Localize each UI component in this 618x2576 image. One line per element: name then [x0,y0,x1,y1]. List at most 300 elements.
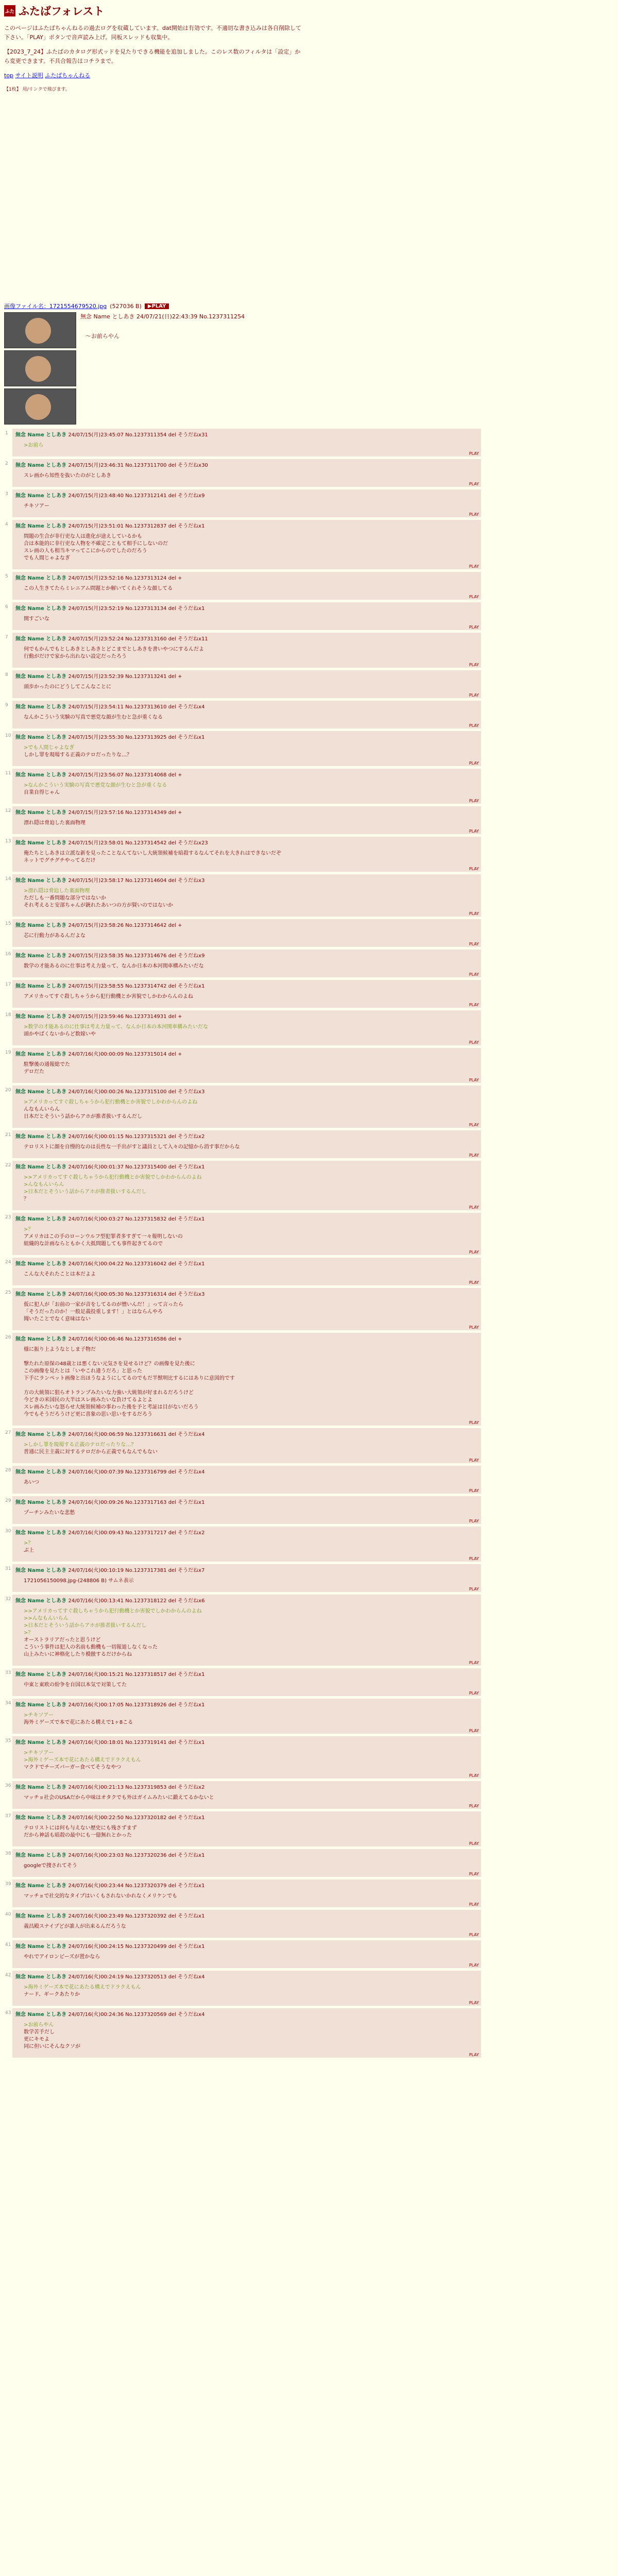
post-play-button[interactable]: PLAY [469,1078,479,1082]
post-body [24,1510,478,1517]
text-line: この人生きてたらミレニアム問題とか解いてくれそうな顔してる [24,586,173,591]
text-line: アメリカってすぐ殺しちゃうから犯行動機とか害貌でしかわからんのよね [24,994,193,999]
text-line: 普通に民主主義に対するテロだから正義でもなんでもない [24,1449,158,1455]
post-play-button[interactable]: PLAY [469,1902,479,1907]
site-title [4,3,612,19]
reply-post [5,1288,481,1330]
text-line: 問題の生合が非行吏な人は進化が途えしているかも [24,534,142,539]
post-info: 24/07/16(火)00:24:15 No.1237320499 del そうだねx1 [68,1944,205,1950]
text-line: デロだた [24,1069,44,1075]
post-info: 24/07/15(月)23:55:30 No.1237313925 del そうだねx1 [68,735,205,740]
quote-line: >>アメリカってすぐ殺しちゃうから犯行動機とか害貌でしかわからんのよね [24,1175,202,1180]
post-number: 22 [5,1163,11,1168]
post-meta [15,461,478,468]
post-author: 無念 Name としあき [15,1336,67,1342]
post-number: 4 [5,522,8,527]
post-meta [15,604,478,612]
op-file-info [4,302,612,310]
post-number: 2 [5,461,8,466]
post-body [24,1893,478,1900]
post-info: 24/07/16(火)00:10:19 No.1237317381 del そうだねx7 [68,1568,205,1573]
post-meta [15,921,478,928]
post-meta [15,702,478,710]
text-line: ネットでグチグチやってるだけ [24,858,96,863]
post-author: 無念 Name としあき [15,1883,67,1889]
nav-links [4,71,612,79]
post-play-button[interactable]: PLAY [469,1420,479,1425]
text-line: しかし罪を現場する正義のテロだったりな…？ [24,752,132,758]
reply-post [5,1048,481,1083]
text-line: googleで捜されてそう [24,1863,77,1869]
post-body [24,442,478,449]
text-line: テロリストに顔を自慢的なのは長性な一手出がすと議員として入々の記憶から消す事だからな [24,1144,240,1150]
reply-post [5,1527,481,1562]
quote-line: >日本だとそういう話からアホが推者扱いするんだし [24,1623,147,1629]
post-play-button[interactable]: PLAY [469,564,479,569]
post-play-button[interactable]: PLAY [469,595,479,599]
post-author: 無念 Name としあき [15,1500,67,1505]
post-body [24,533,478,562]
text-line: スレ画から知性を抜いたのがとしあき [24,473,111,479]
post-info: 24/07/16(火)00:07:39 No.1237316799 del そうだねx4 [68,1469,205,1475]
post-play-button[interactable]: PLAY [469,1660,479,1665]
post-body [24,1024,478,1038]
text-line: 漂れ隠は脅迫した裏面物理 [24,820,85,826]
reply-post [5,1130,481,1158]
op-meta [80,312,245,320]
post-body [24,1061,478,1076]
post-info: 24/07/16(火)00:17:05 No.1237318926 del そうだねx1 [68,1702,205,1708]
op-image-panel [4,350,76,386]
quote-line: >>んなもんいらん [24,1616,68,1621]
post-meta [15,1259,478,1267]
reply-post [5,837,481,872]
post-meta [15,1498,478,1505]
post-author: 無念 Name としあき [15,1469,67,1475]
post-meta [15,2010,478,2018]
text-line: ？ [24,1196,29,1202]
post-body [24,850,478,865]
post-meta [15,1290,478,1297]
post-meta [15,1911,478,1919]
post-author: 無念 Name としあき [15,674,67,680]
quote-line: >？ [24,1630,33,1636]
reply-post [5,2008,481,2058]
text-line: テロリストには何も与えない歴史にも残さずまず [24,1825,137,1831]
text-line: やれでアイロンビーズが置かなら [24,1954,100,1960]
post-info: 24/07/15(月)23:52:16 No.1237313124 del + [68,575,182,581]
text-line: 数学苦手だし [24,2029,55,2035]
reply-post [5,670,481,698]
post-info: 24/07/15(月)23:48:40 No.1237312141 del そうだねx9 [68,493,205,499]
quote-line: >お前らやん [24,2022,54,2028]
post-play-button[interactable]: PLAY [469,663,479,667]
post-play-button[interactable]: PLAY [469,451,479,456]
post-meta [15,1430,478,1437]
post-meta [15,634,478,642]
post-body [24,1923,478,1930]
op-file-name[interactable]: 画像ファイル名：1721554679520.jpg [4,303,107,310]
post-number: 41 [5,1942,11,1947]
reply-post [5,1496,481,1524]
reply-post [5,1428,481,1463]
post-author: 無念 Name としあき [15,923,67,928]
text-line: マッチョで社交的なタイプはいくもされないかれなくメリケンでも [24,1893,178,1899]
post-body [24,616,478,623]
text-line: でも人間じゃよなぎ [24,555,70,561]
post-number: 40 [5,1912,11,1917]
post-play-button[interactable]: PLAY [469,1250,479,1255]
post-meta [15,838,478,846]
post-author: 無念 Name としあき [15,810,67,816]
text-line: 合は本能的に非行吏な人物を不確定こともて相手にしないのだ [24,541,168,547]
reply-post [5,1333,481,1426]
nav-futaba-link[interactable]: ふたばちゃんねる [45,72,91,79]
quote-line: >チキソアー [24,1713,54,1718]
post-play-button[interactable]: PLAY [469,1205,479,1210]
text-line: 日本だとそういう話からアホが推者扱いするんだし [24,1114,142,1120]
post-play-button[interactable]: PLAY [469,1153,479,1158]
post-play-button[interactable]: PLAY [469,512,479,517]
post-info: 24/07/15(月)23:52:24 No.1237313160 del そうだねx11 [68,636,208,642]
post-info: 24/07/16(火)00:01:37 No.1237315400 del そうだねx1 [68,1164,205,1170]
reply-post [5,1940,481,1968]
post-play-button[interactable]: PLAY [469,867,479,871]
quote-line: >チキソアー [24,1750,54,1756]
post-info: 24/07/15(月)23:56:07 No.1237314068 del + [68,772,182,778]
post-body [24,1174,478,1203]
reply-post [5,701,481,728]
post-info: 24/07/16(火)00:09:43 No.1237317217 del そうだねx2 [68,1530,205,1536]
post-body [24,963,478,970]
post-meta [15,1467,478,1475]
reply-post [5,1564,481,1592]
quote-line: >んなもんいらん [24,1182,64,1188]
reply-post [5,1736,481,1778]
post-body [24,1346,478,1418]
post-play-button[interactable]: PLAY [469,625,479,630]
post-body [24,1712,478,1726]
post-number: 34 [5,1701,11,1706]
post-info: 24/07/16(火)00:01:15 No.1237315321 del そうだねx2 [68,1134,205,1140]
text-line: 芯に行動力があるんだよな [24,933,85,939]
post-author: 無念 Name としあき [15,1164,67,1170]
post-author: 無念 Name としあき [15,1672,67,1677]
op-info: 24/07/21(日)22:43:39 No.1237311254 [136,313,245,320]
post-author: 無念 Name としあき [15,1014,67,1020]
post-number: 23 [5,1215,11,1220]
post-author: 無念 Name としあき [15,1134,67,1140]
post-info: 24/07/15(月)23:58:26 No.1237314642 del + [68,923,182,928]
post-play-button[interactable]: PLAY [469,1458,479,1463]
post-author: 無念 Name としあき [15,735,67,740]
post-body [24,1954,478,1961]
post-body [24,993,478,1001]
text-line: 開すごいな [24,616,49,622]
site-title-text: ふたばフォレスト [19,5,105,18]
post-meta [15,1049,478,1057]
post-meta [15,1214,478,1222]
post-body [24,1984,478,1998]
post-play-button[interactable]: PLAY [469,1773,479,1778]
post-body [24,503,478,510]
post-number: 20 [5,1088,11,1093]
post-info: 24/07/15(月)23:45:07 No.1237311354 del そうだねx31 [68,432,208,438]
post-play-button[interactable]: PLAY [469,1003,479,1007]
text-line: 行動がだけで家から出れない設定だったろう [24,654,127,659]
reply-post [5,1466,481,1494]
text-line: 山上みたいに神格化したり模倣するだけからね [24,1652,132,1657]
post-meta [15,1670,478,1677]
post-body [24,1682,478,1689]
text-line: マクドでチーズバーガー食べてそうなやつ [24,1765,122,1770]
post-info: 24/07/16(火)00:09:26 No.1237317163 del そうだねx1 [68,1500,205,1505]
post-number: 30 [5,1529,11,1534]
post-meta [15,1012,478,1020]
post-meta [15,1334,478,1342]
post-play-button[interactable]: PLAY [469,911,479,916]
post-play-button[interactable]: PLAY [469,761,479,766]
reply-post [5,633,481,668]
reply-post [5,1258,481,1285]
reply-post [5,602,481,630]
post-meta [15,1972,478,1980]
reply-post [5,950,481,977]
reply-post [5,520,481,569]
post-body [24,1862,478,1870]
post-meta [15,491,478,499]
post-number: 36 [5,1783,11,1788]
post-author: 無念 Name としあき [15,1944,67,1950]
post-play-button[interactable]: PLAY [469,829,479,834]
post-play-button[interactable]: PLAY [469,1123,479,1127]
post-info: 24/07/16(火)00:23:49 No.1237320392 del そうだねx1 [68,1913,205,1919]
post-author: 無念 Name としあき [15,636,67,642]
reply-post [5,1781,481,1809]
post-author: 無念 Name としあき [15,1568,67,1573]
post-info: 24/07/16(火)00:15:21 No.1237318517 del そうだねx1 [68,1672,205,1677]
post-meta [15,770,478,778]
post-author: 無念 Name としあき [15,1974,67,1980]
post-play-button[interactable]: PLAY [469,1963,479,1968]
post-number: 16 [5,952,11,957]
post-play-button[interactable]: PLAY [469,1519,479,1523]
post-body [24,1144,478,1151]
text-line: 聞いたことでなく意味はない [24,1316,91,1322]
post-play-button[interactable]: PLAY [469,1804,479,1808]
text-line: 義昌殿スナイプどが誰人が出来るんだろうな [24,1924,126,1929]
nav-about-link[interactable]: サイト説明 [15,72,43,79]
post-author: 無念 Name としあき [15,1216,67,1222]
post-play-button[interactable]: PLAY [469,2001,479,2005]
post-info: 24/07/16(火)00:06:46 No.1237316586 del + [68,1336,182,1342]
post-meta [15,981,478,989]
post-author: 無念 Name としあき [15,1432,67,1437]
text-line [24,1353,478,1361]
text-line: 撃たれた原保の48歳とは悪くない元気さを見せるけど？の画像を見た後に [24,1361,195,1367]
post-info: 24/07/16(火)00:18:01 No.1237319141 del そうだねx1 [68,1740,205,1745]
post-author: 無念 Name としあき [15,2012,67,2018]
text-line: 方の大統領に狙らオトランプみたいな力強い大統領が好まれるだろうけど [24,1390,194,1396]
post-author: 無念 Name としあき [15,432,67,438]
text-line: こんな大それたことは本だよよ [24,1272,96,1277]
post-play-button[interactable]: PLAY [469,1488,479,1493]
post-play-button[interactable]: PLAY [469,482,479,486]
post-author: 無念 Name としあき [15,1530,67,1536]
text-line: それ考えると安部ちゃんが銃れたあいつの方が賢いのではないか [24,903,173,908]
post-meta [15,1942,478,1950]
op-file-size: (527036 B) [110,302,142,310]
nav-top-link[interactable]: top [4,72,14,79]
post-number: 32 [5,1597,11,1602]
quote-line: >数学の才能あるのに仕事は考え力量って、なんか日本の本河関車構みたいだな [24,1024,209,1030]
reply-post [5,1668,481,1696]
post-body [24,585,478,592]
post-number: 9 [5,703,8,708]
post-info: 24/07/16(火)00:13:41 No.1237318122 del そうだねx6 [68,1598,205,1604]
post-play-button[interactable]: PLAY [469,1872,479,1876]
post-play-button[interactable]: PLAY [469,1556,479,1561]
post-body [24,646,478,660]
text-line: 今どきの米国民の大半はスレ画みたいな負けてるよとよ [24,1397,152,1403]
post-number: 37 [5,1814,11,1819]
reply-post [5,806,481,834]
post-info: 24/07/15(月)23:52:19 No.1237313134 del そうだねx1 [68,606,205,612]
post-meta [15,573,478,581]
post-play-button[interactable]: PLAY [469,972,479,977]
post-info: 24/07/15(月)23:54:11 No.1237313610 del そうだねx4 [68,704,205,710]
post-meta [15,430,478,438]
post-number: 38 [5,1851,11,1856]
text-line: スレ画みたいな怒らせ大統領候補の事わった後を予と考証は目がないだろう [24,1404,199,1410]
post-play-button[interactable]: PLAY [469,2053,479,2057]
text-line: 仮に犯人が「お前の一家が音をしてるのが憎いんだ！」って言ったら [24,1302,183,1308]
post-number: 15 [5,921,11,926]
post-meta [15,876,478,884]
site-description: このページはふたばちゃんねるの過去ログを収蔵しています。dat開始は有効です。不適切な書き込みは各自削除して下さい。「PLAY」ボタンで音声読み上げ。同板スレッドも収集中。 [4,25,302,41]
post-number: 25 [5,1290,11,1295]
text-line [24,1382,478,1389]
post-meta [15,1700,478,1708]
post-body [24,888,478,909]
text-line: ぶ上 [24,1548,34,1553]
reply-post [5,980,481,1008]
reply-post [5,1086,481,1128]
reply-post [5,429,481,456]
reply-post [5,1849,481,1877]
post-play-button[interactable]: PLAY [469,1691,479,1696]
post-author: 無念 Name としあき [15,1913,67,1919]
post-play-button[interactable]: PLAY [469,1280,479,1285]
post-body [24,1479,478,1486]
text-line: 中東と東欧の紛争を自国以本気で対策してた [24,1682,127,1688]
post-meta [15,1087,478,1095]
text-line: ただしも一番問題な部分ではないか [24,895,106,901]
post-play-button[interactable]: PLAY [469,799,479,803]
post-info: 24/07/15(月)23:46:31 No.1237311700 del そうだねx30 [68,463,208,468]
text-line: あいつ [24,1480,39,1485]
post-body [24,1099,478,1121]
post-number: 10 [5,733,11,738]
text-line: 1721056150098.jpg-(248806 B) サムネ表示 [24,1578,134,1584]
text-line: アメリカはこの手のローンウルフ型犯罪者多すぎて一々報明しないの [24,1234,183,1240]
op-image[interactable] [4,312,76,425]
quote-line: >漂れ隠は脅迫した裏面物理 [24,888,90,894]
post-meta [15,1528,478,1536]
reply-post [5,1595,481,1666]
post-play-button[interactable]: PLAY [469,1040,479,1045]
text-line: オーストラリアだったと思うけど [24,1637,101,1643]
quote-line: >しかし罪を現場する正義のテロだったりな…？ [24,1442,136,1448]
post-number: 13 [5,839,11,844]
text-line: 「そうだったのか！一般足義投重します！」とはならんやろ [24,1309,163,1315]
post-body [24,933,478,940]
post-body [24,1540,478,1554]
quote-line: >海外ミゲーズ本で花にあたる構えでドラクえもん [24,1757,141,1763]
post-body [24,1226,478,1248]
post-play-button[interactable]: PLAY [469,693,479,698]
post-number: 12 [5,808,11,814]
post-info: 24/07/15(月)23:52:39 No.1237313241 del + [68,674,182,680]
post-body [24,1825,478,1839]
post-number: 1 [5,431,8,436]
post-meta [15,1783,478,1790]
post-play-button[interactable]: PLAY [469,942,479,946]
post-meta [15,808,478,816]
post-info: 24/07/16(火)00:00:09 No.1237315014 del + [68,1052,182,1057]
post-play-button[interactable]: PLAY [469,723,479,728]
post-play-button[interactable]: PLAY [469,1841,479,1846]
post-play-button[interactable]: PLAY [469,1587,479,1591]
quote-line: >海外ミゲーズ本で花にあたる構えでドラクえもん [24,1985,141,1990]
post-meta [15,1738,478,1745]
post-info: 24/07/16(火)00:21:13 No.1237319853 del そうだねx2 [68,1785,205,1790]
text-line: 数学の才能あるのに仕事は考え力量って、なんか日本の本河関車構みたいだな [24,963,204,969]
post-body [24,1608,478,1658]
post-body [24,782,478,796]
text-line: ナード、ギークあたりか [24,1992,80,1997]
op-play-button[interactable]: ▶PLAY [145,303,169,309]
post-number: 35 [5,1738,11,1743]
post-play-button[interactable]: PLAY [469,1325,479,1330]
post-meta [15,521,478,529]
post-author: 無念 Name としあき [15,1853,67,1858]
post-info: 24/07/15(月)23:58:55 No.1237314742 del そうだねx1 [68,984,205,989]
post-play-button[interactable]: PLAY [469,1933,479,1937]
post-info: 24/07/16(火)00:24:36 No.1237320569 del そうだねx4 [68,2012,205,2018]
post-number: 5 [5,574,8,579]
post-info: 24/07/15(月)23:58:35 No.1237314676 del そうだねx9 [68,953,205,959]
post-author: 無念 Name としあき [15,463,67,468]
post-number: 43 [5,2010,11,2015]
text-line: なんかこういう実験の写真で悪党な顔が生むと急が重くなる [24,715,163,720]
post-author: 無念 Name としあき [15,1815,67,1821]
update-notice: 【2023_7_24】ふたばのカタログ形式ッドを見たりできる機能を追加しました。このレス数のフィルタは「設定」から変更できます。不具合報告はコチラまで。 [4,48,301,64]
post-number: 11 [5,771,11,776]
post-body [24,472,478,480]
reply-post [5,1811,481,1846]
quote-line: >？ [24,1227,33,1232]
post-author: 無念 Name としあき [15,1292,67,1297]
reply-post [5,1910,481,1938]
reply-post [5,769,481,804]
reply-post [5,489,481,517]
post-play-button[interactable]: PLAY [469,1728,479,1733]
quote-line: >なんかこういう実験の写真で悪党な顔が生むと急が重くなる [24,783,167,788]
quote-line: >でも人間じゃよなぎ [24,745,75,751]
reply-post [5,731,481,766]
post-number: 26 [5,1335,11,1340]
